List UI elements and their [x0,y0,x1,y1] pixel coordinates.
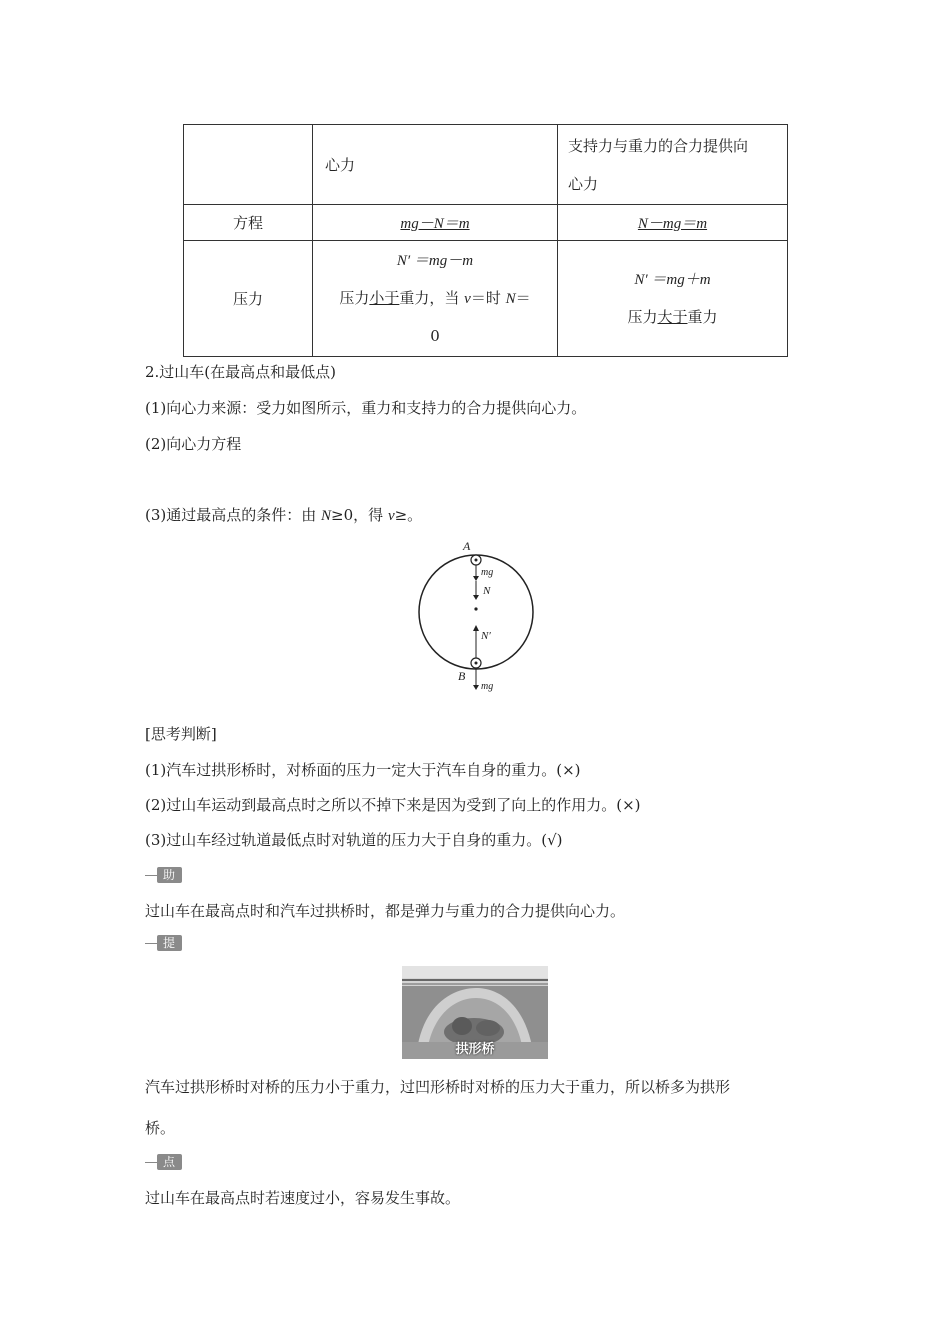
center-dot [474,607,477,610]
tag-dash [145,875,157,876]
cell-text: 方程 [232,214,263,232]
tag-label: 提醒 [157,935,182,951]
arrowhead [473,685,479,690]
text-part: 重力 [687,307,718,326]
cell-text [313,280,557,318]
var-N: N [505,290,516,307]
text-part: (3)通过最高点的条件：由 [145,506,322,524]
row-label-equation [184,205,313,241]
section-title: 2.过山车(在最高点和最低点) [145,363,337,381]
cell-text: 心力 [568,174,599,193]
var-v: v [464,290,471,307]
var-N: N [321,508,332,524]
label-A: A [463,539,471,553]
arrowhead [473,625,479,631]
comparison-table [183,124,788,357]
think-title: [思考判断] [145,725,217,743]
text-part: ＝ [515,288,531,307]
help-text: 过山车在最高点时和汽车过拱桥时，都是弹力与重力的合力提供向心力。 [145,902,626,920]
text-underlined: 小于 [369,288,400,307]
arrowhead [473,576,479,581]
loop-force-diagram [405,536,545,696]
car-top-dot [475,559,478,562]
tag-label: 助解 [157,867,182,883]
row-label-pressure [184,241,313,357]
text-part: 重力，当 [399,288,465,307]
cell-text: 支持力与重力的合力提供向 [568,136,749,155]
text-underlined: 大于 [657,307,688,326]
judgement-item: (2)过山车运动到最高点时之所以不掉下来是因为受到了向上的作用力。(×) [145,796,641,814]
equation-text: N′ ＝mg－m [396,252,474,269]
paragraph: (2)向心力方程 [145,435,242,453]
var-v: v [387,508,395,524]
text-part: ≥0，得 [331,506,388,524]
cell-text: 0 [430,326,440,345]
tip-text: 过山车在最高点时若速度过小，容易发生事故。 [145,1189,461,1207]
tag-dash [145,1162,157,1163]
table-cell [313,125,558,205]
remind-text-line1: 汽车过拱形桥时对桥的压力小于重力，过凹形桥时对桥的压力大于重力，所以桥多为拱形 [145,1078,731,1096]
judgement-item: (3)过山车经过轨道最低点时对轨道的压力大于自身的重力。(√) [145,831,563,849]
judgement-item: (1)汽车过拱形桥时，对桥面的压力一定大于汽车自身的重力。(×) [145,761,581,779]
equation-text: mg－N＝m [400,216,470,232]
label-mg-bottom: mg [481,681,494,692]
text-part: 压力 [339,288,370,307]
paragraph: (1)向心力来源：受力如图所示，重力和支持力的合力提供向心力。 [145,399,587,417]
label-Nprime: N′ [481,630,491,642]
equation-text: N′ ＝mg＋m [634,271,711,288]
car-bottom-dot [475,662,478,665]
table-cell [558,125,788,205]
cell-text: 压力 [232,290,263,308]
cell-text [558,299,787,336]
label-N: N [483,585,491,597]
table-cell [313,205,558,241]
label-mg-top: mg [481,567,494,578]
text-part: 压力 [627,307,658,326]
table-cell [313,241,558,357]
text-part: ＝时 [470,288,506,307]
paragraph [145,505,422,526]
table-cell-empty [184,125,313,205]
arch-bridge-photo [402,966,548,1059]
tag-dash [145,943,157,944]
table-cell [558,241,788,357]
cell-text: 心力 [325,156,356,174]
text-part: ≥。 [394,506,423,524]
photo-caption: 拱形桥 [455,1042,495,1057]
tag-label: 点拨 [157,1154,182,1170]
remind-text-line2: 桥。 [145,1119,176,1137]
label-B: B [458,669,466,683]
equation-text: N－mg＝m [637,216,708,232]
arrowhead [473,595,479,600]
table-cell [558,205,788,241]
